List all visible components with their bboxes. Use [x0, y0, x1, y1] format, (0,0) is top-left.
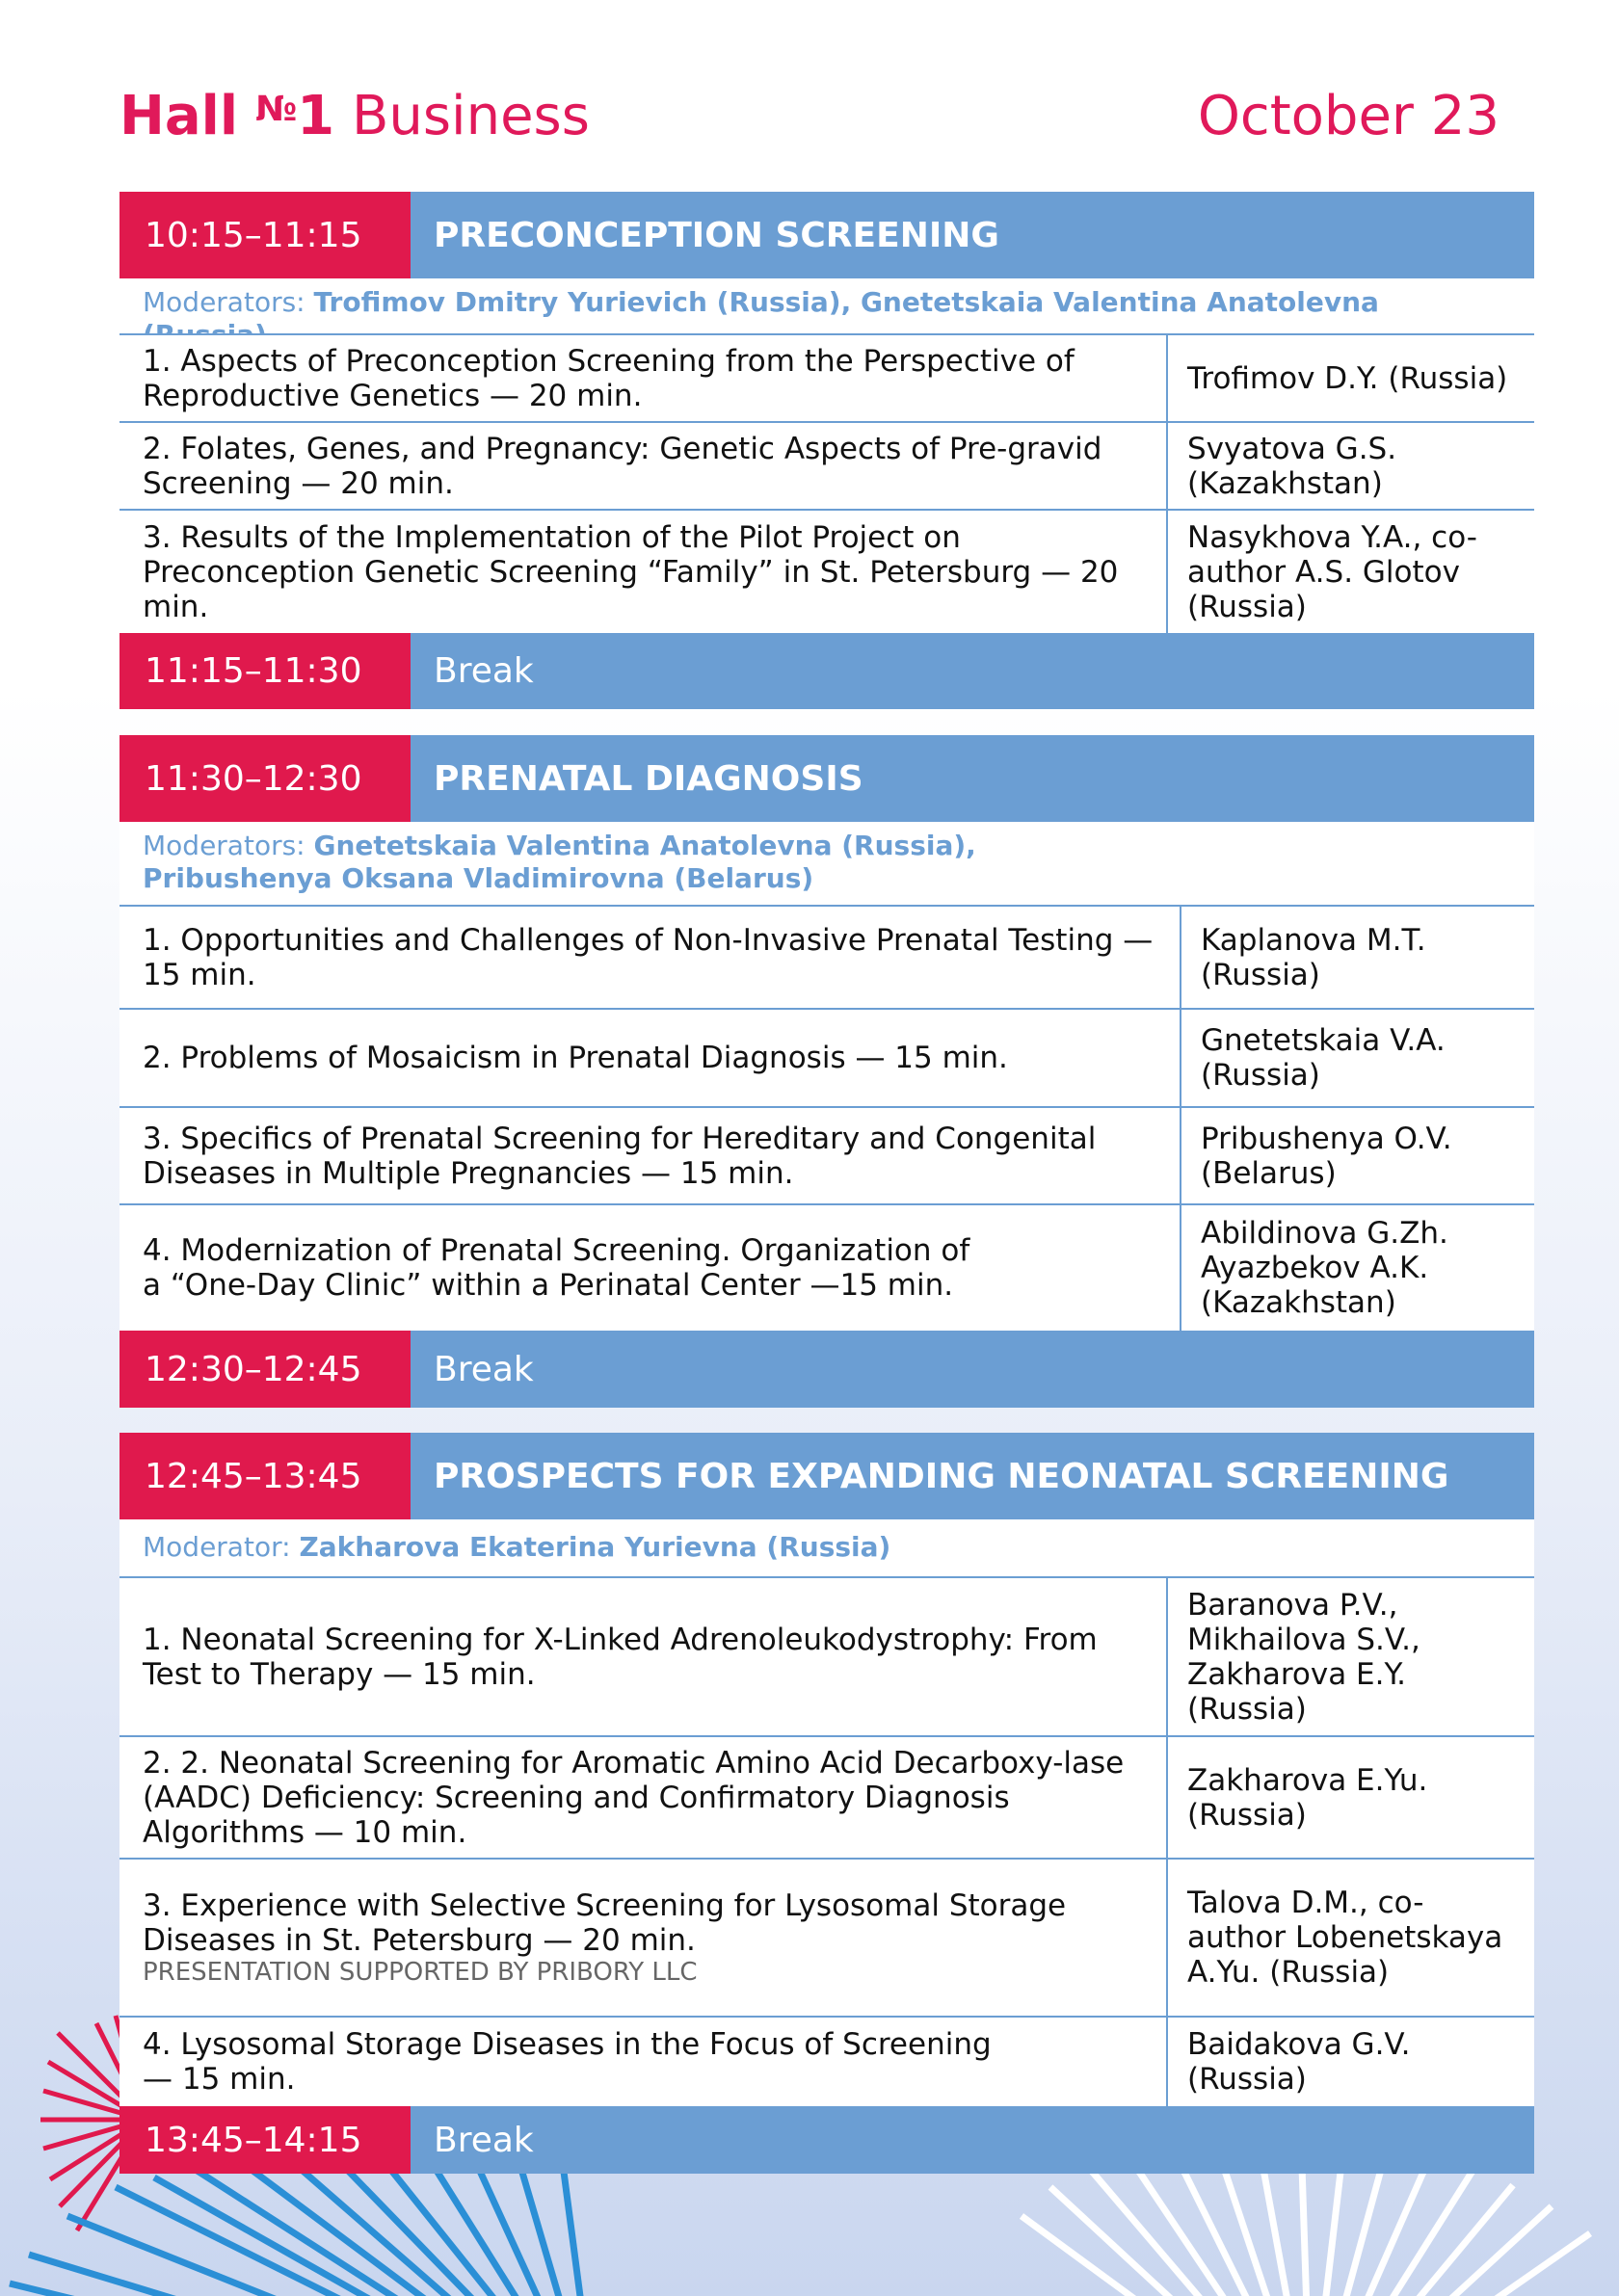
talk-title: 1. Opportunities and Challenges of Non-Invasive Prenatal Testing — 15 min. [143, 922, 1154, 992]
talk-speaker: Kaplanova M.T. (Russia) [1180, 907, 1534, 1008]
talk-speaker: Gnetetskaia V.A. (Russia) [1180, 1010, 1534, 1106]
session-header [119, 192, 1534, 278]
moderators [119, 278, 1534, 335]
session-2 [119, 735, 1534, 1408]
session-header [119, 735, 1534, 822]
talk-row [119, 1860, 1534, 2018]
break-time: 13:45–14:15 [119, 2106, 411, 2174]
session-3 [119, 1433, 1534, 2174]
talk-title: 2. 2. Neonatal Screening for Aromatic Amino Acid Decarboxy-lase (AADC) Deficiency: Screening and Confirmatory Diagnosis Algorithms — 10 min. [143, 1745, 1125, 1850]
session-time: 10:15–11:15 [119, 192, 411, 278]
talk-title: 3. Specifics of Prenatal Screening for Hereditary and Congenital Diseases in Multiple Pregnancies — 15 min. [143, 1121, 1097, 1191]
moderator-names: Gnetetskaia Valentina Anatolevna (Russia), Pribushenya Oksana Vladimirovna (Belarus) [143, 830, 976, 894]
talk-speaker: Trofimov D.Y. (Russia) [1166, 335, 1534, 421]
hall-number-sign: № [254, 90, 298, 129]
talk-row [119, 907, 1534, 1010]
talk-row [119, 335, 1534, 423]
session-1 [119, 192, 1534, 709]
talk-row [119, 1205, 1534, 1331]
break-label: Break [411, 633, 1534, 709]
moderator-label: Moderators: [143, 830, 305, 861]
talk-speaker: Pribushenya O.V. (Belarus) [1180, 1108, 1534, 1203]
sponsor-note: PRESENTATION SUPPORTED BY PRIBORY LLC [143, 1958, 698, 1987]
session-title: PRENATAL DIAGNOSIS [411, 735, 1534, 822]
talk-title: 4. Modernization of Prenatal Screening. Organization of a “One-Day Clinic” within a Perinatal Center —15 min. [143, 1233, 970, 1303]
session-title: PROSPECTS FOR EXPANDING NEONATAL SCREENING [411, 1433, 1534, 1519]
moderator-label: Moderator: [143, 1531, 291, 1563]
break-row [119, 1331, 1534, 1408]
talk-speaker: Zakharova E.Yu. (Russia) [1166, 1737, 1534, 1858]
talk-row [119, 1578, 1534, 1737]
talk-title: 2. Folates, Genes, and Pregnancy: Genetic Aspects of Pre-gravid Screening — 20 min. [143, 431, 1102, 501]
talk-speaker: Abildinova G.Zh. Ayazbekov A.K. (Kazakhstan) [1180, 1205, 1534, 1331]
session-header [119, 1433, 1534, 1519]
hall-title [119, 85, 590, 147]
talk-row [119, 1010, 1534, 1108]
hall-number: 1 [297, 85, 335, 147]
talk-row [119, 511, 1534, 633]
break-time: 11:15–11:30 [119, 633, 411, 709]
break-time: 12:30–12:45 [119, 1331, 411, 1408]
hall-word: Hall [119, 85, 239, 147]
talk-cell [119, 1860, 1166, 2016]
page-header [119, 85, 1500, 152]
talk-title: 3. Results of the Implementation of the Pilot Project on Preconception Genetic Screening “Family” in St. Petersburg — 20 min. [143, 519, 1119, 624]
moderator-names: Zakharova Ekaterina Yurievna (Russia) [299, 1531, 891, 1563]
talk-title: 2. Problems of Mosaicism in Prenatal Diagnosis — 15 min. [143, 1041, 1008, 1075]
talk-speaker: Baidakova G.V. (Russia) [1166, 2018, 1534, 2106]
break-label: Break [411, 1331, 1534, 1408]
talk-title: 1. Neonatal Screening for X-Linked Adrenoleukodystrophy: From Test to Therapy — 15 min. [143, 1622, 1098, 1692]
session-title: PRECONCEPTION SCREENING [411, 192, 1534, 278]
moderator-label: Moderators: [143, 286, 305, 318]
talk-title: 1. Aspects of Preconception Screening from the Perspective of Reproductive Genetics — 20 min. [143, 343, 1075, 413]
talk-title: 3. Experience with Selective Screening for Lysosomal Storage Diseases in St. Petersburg — 20 min. [143, 1888, 1067, 1958]
moderators [119, 1519, 1534, 1578]
talk-speaker: Svyatova G.S. (Kazakhstan) [1166, 423, 1534, 509]
session-time: 11:30–12:30 [119, 735, 411, 822]
talk-row [119, 1108, 1534, 1205]
session-time: 12:45–13:45 [119, 1433, 411, 1519]
break-label: Break [411, 2106, 1534, 2174]
talk-row [119, 1737, 1534, 1860]
moderator-names: Trofimov Dmitry Yurievich (Russia), Gnetetskaia Valentina Anatolevna [313, 286, 1379, 318]
hall-name: Business [351, 85, 590, 147]
talk-speaker: Talova D.M., co-author Lobenetskaya A.Yu. (Russia) [1166, 1860, 1534, 2016]
talk-speaker: Nasykhova Y.A., co-author A.S. Glotov (Russia) [1166, 511, 1534, 633]
talk-title: 4. Lysosomal Storage Diseases in the Focus of Screening — 15 min. [143, 2027, 992, 2097]
moderators [119, 822, 1534, 907]
event-date: October 23 [1197, 85, 1500, 147]
talk-speaker: Baranova P.V., Mikhailova S.V., Zakharova E.Y. (Russia) [1166, 1578, 1534, 1735]
talk-row [119, 2018, 1534, 2106]
break-row [119, 2106, 1534, 2174]
break-row [119, 633, 1534, 709]
talk-row [119, 423, 1534, 511]
